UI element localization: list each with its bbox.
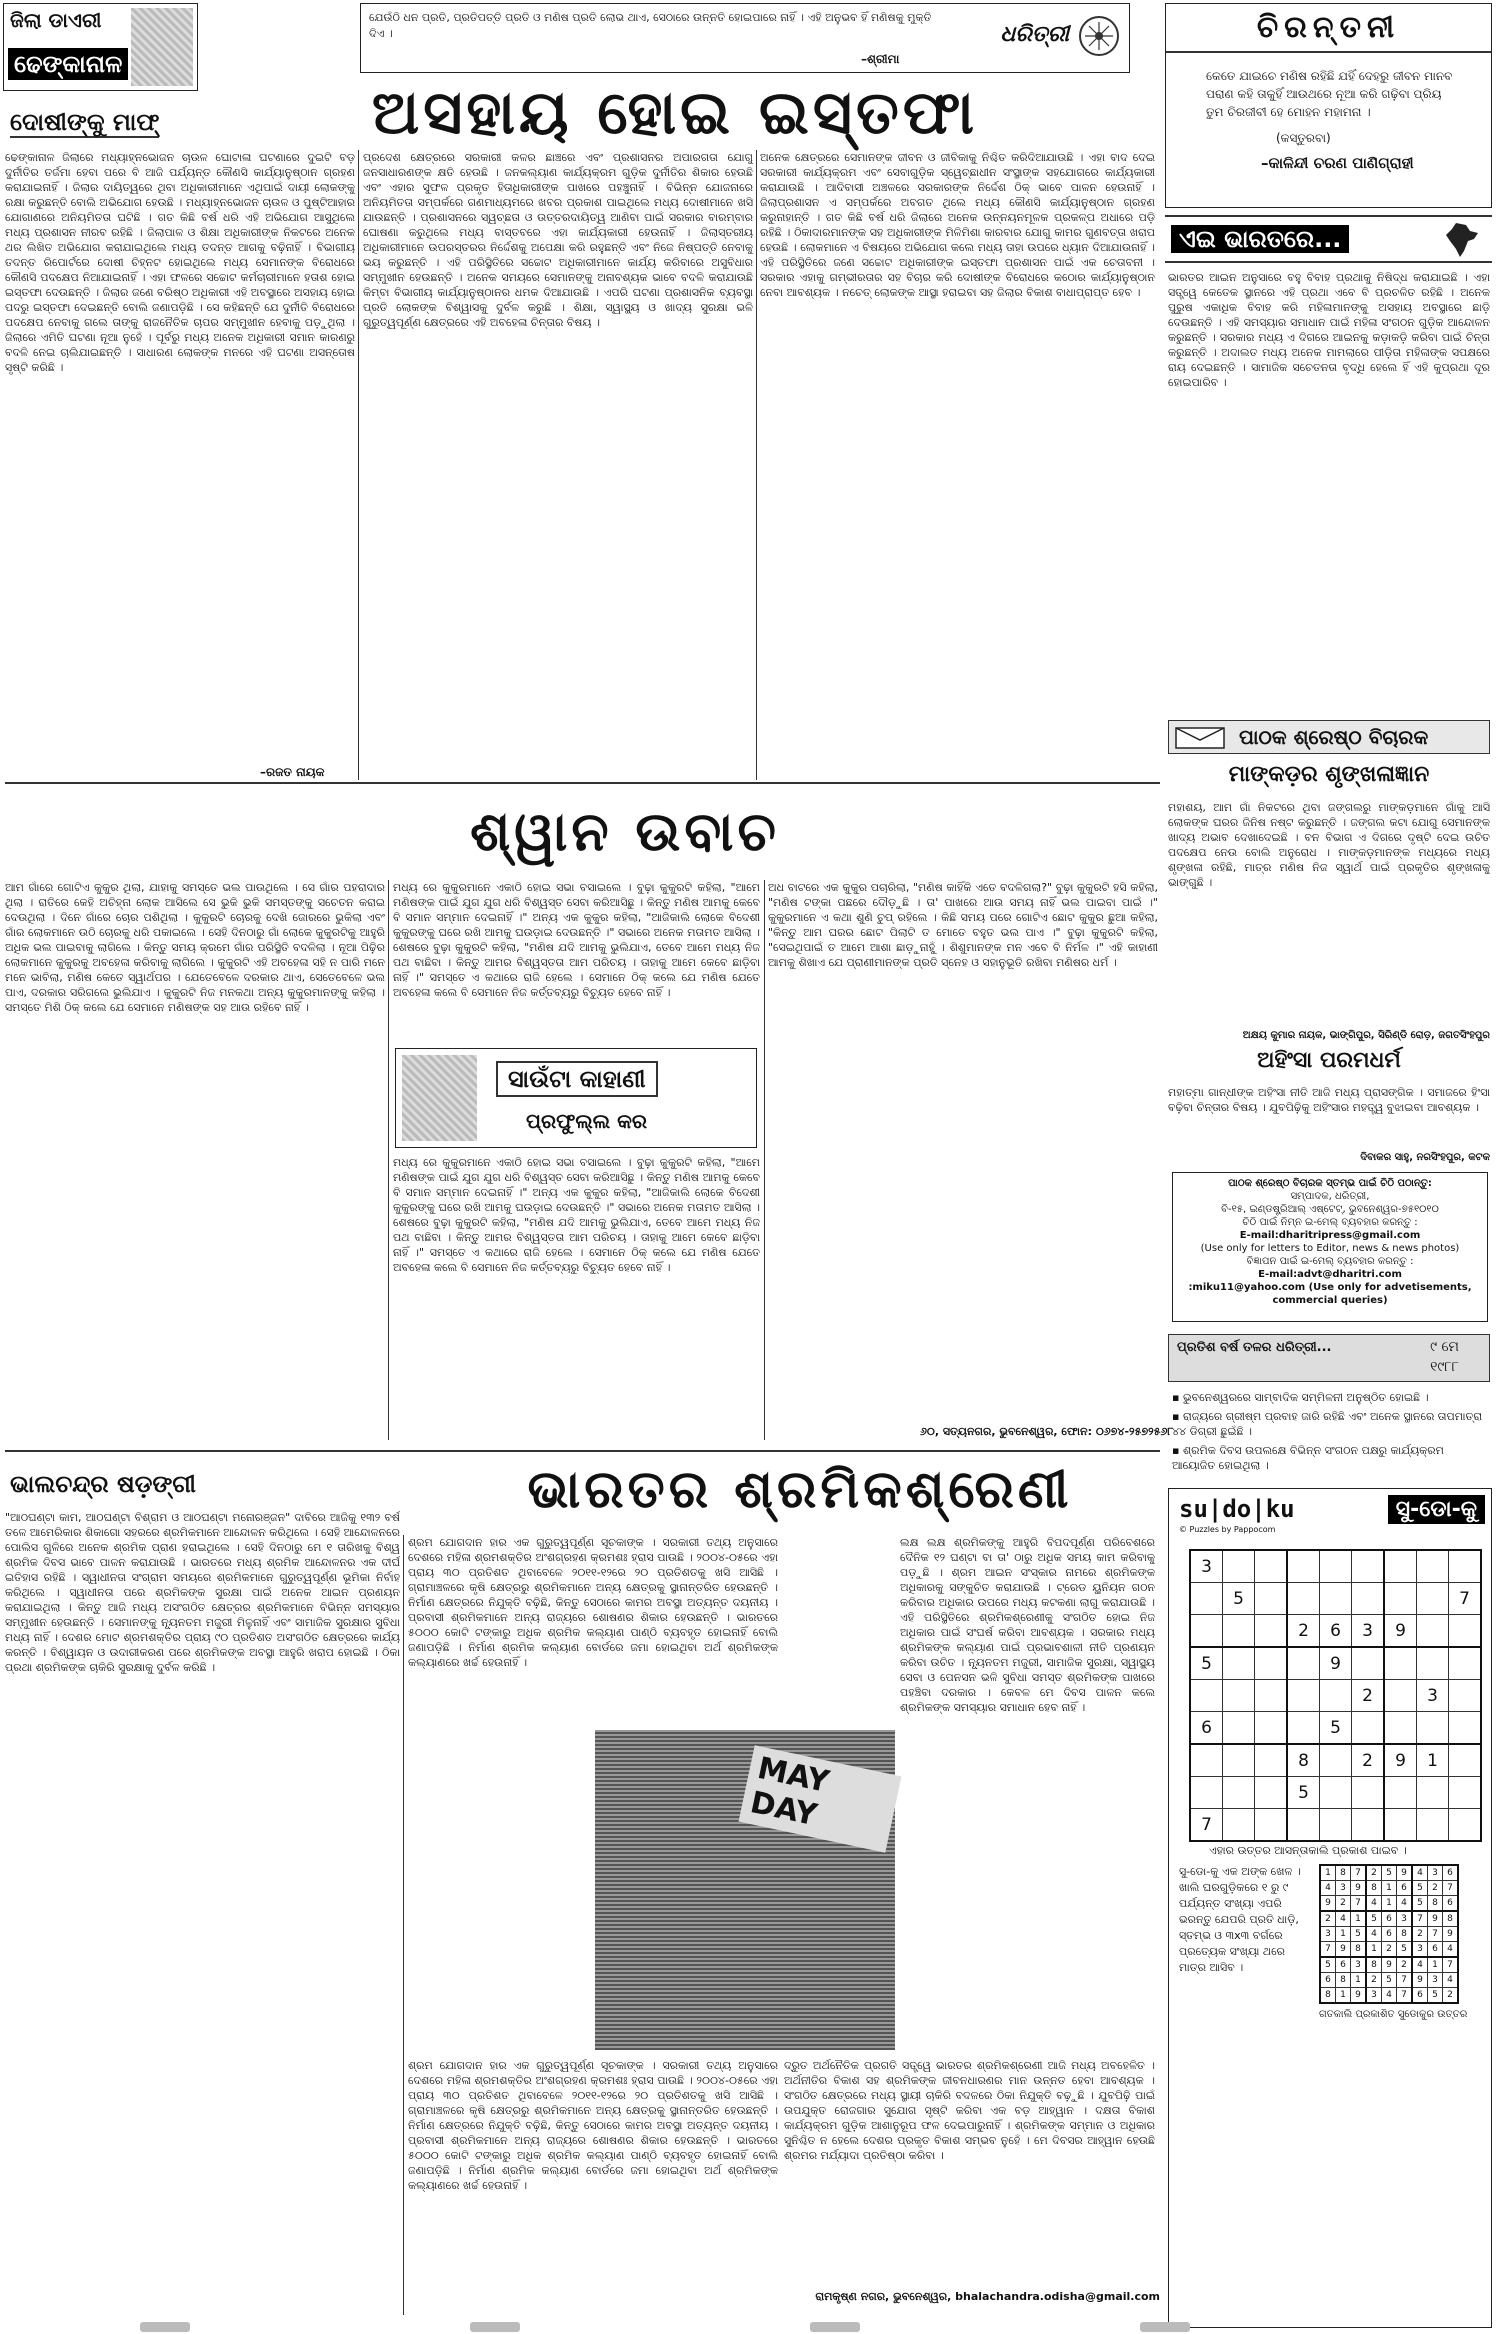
sudoku-cell bbox=[1417, 1647, 1449, 1680]
sudoku-solution-cell: 2 bbox=[1366, 1973, 1382, 1988]
sudoku-solution-cell: 4 bbox=[1320, 1881, 1336, 1896]
sudoku-cell bbox=[1190, 1583, 1223, 1615]
history-item-text: ଭୁବନେଶ୍ୱରରେ ସାମ୍ବାଦିକ ସମ୍ମିଳନୀ ଅନୁଷ୍ଠିତ ହୋଇଛି । bbox=[1182, 1391, 1429, 1404]
divider bbox=[358, 150, 359, 780]
author-photo bbox=[402, 1055, 477, 1141]
history-item-text: ଶ୍ରମିକ ଦିବସ ଉପଲକ୍ଷେ ବିଭିନ୍ନ ସଂଗଠନ ପକ୍ଷରୁ କାର୍ଯ୍ୟକ୍ରମ ଆୟୋଜିତ ହୋଇଥିଲା । bbox=[1172, 1444, 1444, 1472]
sudoku-cell: 1 bbox=[1417, 1744, 1449, 1777]
diary-label: ଜିଲା ଡାଏରୀ bbox=[10, 8, 102, 32]
story2-col1: ଆମ ଗାଁରେ ଗୋଟିଏ କୁକୁର ଥିଲା, ଯାହାକୁ ସମସ୍ତେ ଭଲ ପାଉଥିଲେ । ସେ ଗାଁର ପହରାଦାର ଥିଲା । ରାତିରେ କେହି ଅଚିହ୍ନା ଲୋକ ଆସିଲେ ସେ ଭୁକି ଭୁକି ସମସ୍ତଙ୍କୁ ସଚେତନ କରାଇ ଦେଉଥିଲା । ଦିନେ ଗାଁରେ ଚୋର ପଶିଥିଲା । କୁକୁରଟି ଚୋରକୁ ଦେଖି ଜୋରରେ ଭୁକିଲା ଏବଂ ଗାଁର ଲୋକମାନେ ଉଠି ଚୋରକୁ ଧରି ପକାଇଲେ । ସେହି ଦିନଠାରୁ ଗାଁ ଲୋକେ କୁକୁରଟିକୁ ଆହୁରି ଅଧିକ ଭଲ ପାଇବାକୁ ଲାଗିଲେ । କିନ୍ତୁ ସମୟ କ୍ରମେ ଗାଁର ପରିସ୍ଥିତି ବଦଳିଲା । ନୂଆ ପିଢ଼ିର ଲୋକମାନେ କୁକୁରକୁ ଅବହେଳା କରିବାକୁ ଲାଗିଲେ । କୁକୁରଟି ଏହି ଅବହେଳା ସହି ନ ପାରି ମନେ ମନେ ଭାବିଲା, ମଣିଷ କେତେ ସ୍ୱାର୍ଥପର । ଯେତେବେଳେ ଦରକାର ଥାଏ, ସେତେବେଳେ ଭଲ ପାଏ, ଦରକାର ସରିଗଲେ ଭୁଲିଯାଏ । କୁକୁରଟି ନିଜ ମନକଥା ଅନ୍ୟ କୁକୁରମାନଙ୍କୁ କହିଲା । ସମସ୍ତେ ମିଶି ଠିକ୍ କଲେ ଯେ ସେମାନେ ମଣିଷଙ୍କ ସହ ଆଉ ରହିବେ ନାହିଁ । bbox=[5, 881, 385, 1014]
sudoku-solution-cell: 9 bbox=[1382, 1957, 1397, 1973]
sudoku-solution-cell: 3 bbox=[1336, 1881, 1351, 1896]
sudoku-solution-cell: 7 bbox=[1351, 1896, 1367, 1912]
sudoku-cell bbox=[1384, 1680, 1417, 1712]
address-box bbox=[1172, 1172, 1488, 1322]
sudoku-solution-row bbox=[1320, 1988, 1458, 2004]
may-day-image bbox=[595, 1730, 895, 2050]
address-line1: ସମ୍ପାଦକ, ଧରିତ୍ରୀ, bbox=[1290, 1191, 1370, 1202]
ei-bharatare-title: ଏଇ ଭାରତରେ... bbox=[1171, 225, 1349, 253]
sudoku-solution-cell: 3 bbox=[1397, 1911, 1413, 1927]
district-diary-box bbox=[3, 3, 198, 91]
sudoku-solution-cell: 2 bbox=[1366, 1865, 1382, 1881]
sudoku-solution-cell: 7 bbox=[1428, 1927, 1443, 1942]
sudoku-cell bbox=[1320, 1583, 1352, 1615]
sudoku-solution-cell: 5 bbox=[1397, 1942, 1413, 1958]
sudoku-cell bbox=[1223, 1647, 1255, 1680]
sudoku-cell bbox=[1449, 1550, 1482, 1583]
sudoku-cell: 9 bbox=[1384, 1744, 1417, 1777]
story3-col1: "ଆଠଘଣ୍ଟା କାମ, ଆଠଘଣ୍ଟା ବିଶ୍ରାମ ଓ ଆଠଘଣ୍ଟା ମନୋରଞ୍ଜନ" ଦାବିରେ ଆଜିକୁ ୧୩୨ ବର୍ଷ ତଳେ ଆମେରିକାର ଶିକାଗୋ ସହରରେ ଶ୍ରମିକମାନେ ଆନ୍ଦୋଳନ କରିଥିଲେ । ସେହି ଆନ୍ଦୋଳନରେ ପୋଲିସ ଗୁଳିରେ ଅନେକ ଶ୍ରମିକ ପ୍ରାଣ ହରାଇଥିଲେ । ସେହି ଦିନଠାରୁ ମେ ୧ ତାରିଖକୁ ବିଶ୍ୱ ଶ୍ରମିକ ଦିବସ ଭାବେ ପାଳନ କରାଯାଉଛି । ଭାରତରେ ମଧ୍ୟ ଶ୍ରମିକ ଆନ୍ଦୋଳନର ଏକ ଦୀର୍ଘ ଇତିହାସ ରହିଛି । ସ୍ୱାଧୀନତା ସଂଗ୍ରାମ ସମୟରେ ଶ୍ରମିକମାନେ ଗୁରୁତ୍ୱପୂର୍ଣ୍ଣ ଭୂମିକା ନିର୍ବାହ କରିଥିଲେ । ସ୍ୱାଧୀନତା ପରେ ଶ୍ରମିକଙ୍କ ସୁରକ୍ଷା ପାଇଁ ଅନେକ ଆଇନ ପ୍ରଣୟନ କରାଯାଇଥିଲା । କିନ୍ତୁ ଆଜି ମଧ୍ୟ ଅସଂଗଠିତ କ୍ଷେତ୍ରର ଶ୍ରମିକମାନେ ବିଭିନ୍ନ ସମସ୍ୟାର ସମ୍ମୁଖୀନ ହେଉଛନ୍ତି । ସେମାନଙ୍କୁ ନ୍ୟୂନତମ ମଜୁରୀ ମିଳୁନାହିଁ ଏବଂ ସାମାଜିକ ସୁରକ୍ଷାର ସୁବିଧା ମଧ୍ୟ ନାହିଁ । ଦେଶର ମୋଟ ଶ୍ରମଶକ୍ତିର ପ୍ରାୟ ୯୦ ପ୍ରତିଶତ ଅସଂଗଠିତ କ୍ଷେତ୍ରରେ କାର୍ଯ୍ୟ କରନ୍ତି । ବିଶ୍ୱାୟନ ଓ ଉଦାରୀକରଣ ପରେ ଶ୍ରମିକଙ୍କ ଅବସ୍ଥା ଆହୁରି ଖରାପ ହୋଇଛି । ଠିକା ପ୍ରଥା ଶ୍ରମିକଙ୍କ ଚାକିରି ସୁରକ୍ଷାକୁ ଦୁର୍ବଳ କରିଛି । bbox=[5, 1511, 400, 1674]
sudoku-solution-cell: 6 bbox=[1397, 1881, 1413, 1896]
history-date-year: ୧୯୮୮ bbox=[1430, 1359, 1459, 1375]
sudoku-solution-cell: 1 bbox=[1351, 1911, 1367, 1927]
history-header bbox=[1168, 1334, 1490, 1382]
sudoku-solution-cell: 6 bbox=[1382, 1911, 1397, 1927]
sudoku-cell: 7 bbox=[1449, 1583, 1482, 1615]
sudoku-solution-cell: 7 bbox=[1351, 1865, 1367, 1881]
sudoku-solution-cell: 8 bbox=[1428, 1896, 1443, 1912]
sudoku-solution-cell: 2 bbox=[1412, 1927, 1428, 1942]
sudoku-cell: 2 bbox=[1287, 1615, 1320, 1648]
sudoku-row bbox=[1190, 1583, 1481, 1615]
letter1-text: ମହାଶୟ, ଆମ ଗାଁ ନିକଟରେ ଥିବା ଜଙ୍ଗଲରୁ ମାଙ୍କଡ଼ମାନେ ଗାଁକୁ ଆସି ଲୋକଙ୍କ ଘରର ଜିନିଷ ନଷ୍ଟ କରୁଛନ୍ତି । ଜଙ୍ଗଲ କଟା ଯୋଗୁ ସେମାନଙ୍କ ଖାଦ୍ୟ ଅଭାବ ଦେଖାଦେଇଛି । ବନ ବିଭାଗ ଏ ଦିଗରେ ଦୃଷ୍ଟି ଦେଇ ଉଚିତ ପଦକ୍ଷେପ ନେଉ ବୋଲି ଅନୁରୋଧ । ମାଙ୍କଡ଼ମାନଙ୍କ ମଧ୍ୟରେ ମଧ୍ୟ ଶୃଙ୍ଖଳା ରହିଛି, ମାତ୍ର ମଣିଷ ନିଜ ସ୍ୱାର୍ଥ ପାଇଁ ପ୍ରକୃତିର ଶୃଙ୍ଖଳାକୁ ଭାଙ୍ଗୁଛି । bbox=[1168, 801, 1490, 889]
chakra-icon bbox=[1079, 16, 1119, 56]
sudoku-cell bbox=[1384, 1583, 1417, 1615]
envelope-icon bbox=[1175, 727, 1225, 753]
sudoku-title: ସୁ-ଡୋ-କୁ bbox=[1388, 1495, 1485, 1524]
sudoku-row bbox=[1190, 1680, 1481, 1712]
sudoku-cell: 9 bbox=[1384, 1615, 1417, 1648]
sudoku-solution-cell: 9 bbox=[1397, 1865, 1413, 1881]
email-editor-note: (Use only for letters to Editor, news & news photos) bbox=[1200, 1243, 1460, 1254]
sudoku-solution-cell: 5 bbox=[1412, 1896, 1428, 1912]
sudoku-solution-row bbox=[1320, 1896, 1458, 1912]
sudoku-grid bbox=[1189, 1549, 1482, 1842]
divider bbox=[403, 1535, 404, 2315]
sudoku-solution-cell: 7 bbox=[1320, 1942, 1336, 1958]
story3-signoff: ରାମକୃଷ୍ଣ ନଗର, ଭୁବନେଶ୍ୱର, bhalachandra.odisha@gmail.com bbox=[815, 2290, 1160, 2303]
divider bbox=[764, 880, 765, 1440]
sudoku-solution-cell: 9 bbox=[1351, 1988, 1367, 2004]
address-line3: ଚିଠି ପାଇଁ ନିମ୍ନ ଇ-ମେଲ୍ ବ୍ୟବହାର କରନ୍ତୁ : bbox=[1242, 1217, 1418, 1228]
sudoku-solution-cell: 4 bbox=[1366, 1896, 1382, 1912]
story1-col2: ପ୍ରଦେଶ କ୍ଷେତ୍ରରେ ସରକାରୀ କଳର ଛାଞ୍ଚରେ ଏବଂ ପ୍ରଶାସନର ଅପାରଗତା ଯୋଗୁ ଜନସାଧାରଣଙ୍କ କ୍ଷତି ହେଉଛି । ଜନକଲ୍ୟାଣ କାର୍ଯ୍ୟକ୍ରମ ଗୁଡ଼ିକ ଦୁର୍ନୀତିର ଶିକାର ହେଉଛି ଏବଂ ଏହାର ସୁଫଳ ପ୍ରକୃତ ହିତାଧିକାରୀଙ୍କ ପାଖରେ ପହଞ୍ଚୁନାହିଁ । ବିଭିନ୍ନ ଯୋଜନାରେ ଅନିୟମିତତା ସମ୍ପର୍କରେ ଗଣମାଧ୍ୟମରେ ଖବର ପ୍ରକାଶ ପାଇଥିଲେ ମଧ୍ୟ ଦୋଷୀମାନେ ଖସି ଯାଉଛନ୍ତି । ପ୍ରଶାସନରେ ସ୍ୱଚ୍ଛତା ଓ ଉତ୍ତରଦାୟିତ୍ୱ ଆଣିବା ପାଇଁ ସରକାର ବାରମ୍ବାର ଘୋଷଣା କରୁଥିଲେ ମଧ୍ୟ ବାସ୍ତବରେ ଏହା କାର୍ଯ୍ୟକାରୀ ହେଉନାହିଁ । ଜିଲାସ୍ତରୀୟ ଅଧିକାରୀମାନେ ଉପରସ୍ତରର ନିର୍ଦ୍ଦେଶକୁ ଅପେକ୍ଷା କରି ରହୁଛନ୍ତି ଏବଂ ନିଜେ ନିଷ୍ପତ୍ତି ନେବାକୁ ଭୟ କରୁଛନ୍ତି । ଏହି ପରିସ୍ଥିତିରେ ସଚ୍ଚୋଟ ଅଧିକାରୀମାନେ କାର୍ଯ୍ୟ କରିବାରେ ଅସୁବିଧାର ସମ୍ମୁଖୀନ ହେଉଛନ୍ତି । ଅନେକ ସମୟରେ ସେମାନଙ୍କୁ ଅନାବଶ୍ୟକ ଭାବେ ବଦଳି କରାଯାଉଛି କିମ୍ବା ବିଭାଗୀୟ କାର୍ଯ୍ୟାନୁଷ୍ଠାନର ଧମକ ଦିଆଯାଉଛି । ଏପରି ଘଟଣା ପ୍ରଶାସନିକ ବ୍ୟବସ୍ଥା ପ୍ରତି ଲୋକଙ୍କ ବିଶ୍ୱାସକୁ ଦୁର୍ବଳ କରୁଛି । ଶିକ୍ଷା, ସ୍ୱାସ୍ଥ୍ୟ ଓ ଖାଦ୍ୟ ସୁରକ୍ଷା ଭଳି ଗୁରୁତ୍ୱପୂର୍ଣ୍ଣ କ୍ଷେତ୍ରରେ ଏହି ଅବହେଳା ଚିନ୍ତାର ବିଷୟ । bbox=[363, 151, 753, 329]
sudoku-solution-cell: 2 bbox=[1336, 1896, 1351, 1912]
email-editor[interactable]: E-mail:dharitripress@gmail.com bbox=[1239, 1230, 1421, 1241]
sudoku-solution-cell: 8 bbox=[1366, 1957, 1382, 1973]
sudoku-cell: 9 bbox=[1320, 1647, 1352, 1680]
district-name: ଢେଙ୍କାନାଳ bbox=[8, 48, 128, 80]
sudoku-row bbox=[1190, 1712, 1481, 1745]
sudoku-solution-cell: 8 bbox=[1366, 1881, 1382, 1896]
sudoku-cell bbox=[1384, 1777, 1417, 1809]
divider bbox=[756, 150, 757, 780]
story1-kicker: ଦୋଷୀଙ୍କୁ ମାଫ୍ bbox=[10, 108, 160, 136]
sudoku-solution-cell: 1 bbox=[1382, 1881, 1397, 1896]
sudoku-solution-cell: 5 bbox=[1320, 1957, 1336, 1973]
email-advt[interactable]: E-mail:advt@dharitri.com bbox=[1258, 1269, 1402, 1280]
divider bbox=[5, 782, 1160, 784]
sudoku-cell bbox=[1320, 1809, 1352, 1842]
sudoku-solution-cell: 9 bbox=[1351, 1881, 1367, 1896]
sudoku-solution-cell: 1 bbox=[1336, 1988, 1351, 2004]
sudoku-cell bbox=[1449, 1712, 1482, 1745]
sudoku-cell bbox=[1223, 1809, 1255, 1842]
sudoku-cell bbox=[1449, 1777, 1482, 1809]
sudoku-cell: 3 bbox=[1352, 1615, 1385, 1648]
sudoku-solution-cell: 8 bbox=[1336, 1865, 1351, 1881]
history-item-text: ରାଜ୍ୟରେ ଗ୍ରୀଷ୍ମ ପ୍ରବାହ ଜାରି ରହିଛି ଏବଂ ଅନେକ ସ୍ଥାନରେ ତାପମାତ୍ରା ୪୪ ଡିଗ୍ରୀ ଛୁଇଁଛି । bbox=[1172, 1410, 1483, 1438]
sudoku-solution-cell: 3 bbox=[1428, 1865, 1443, 1881]
sudoku-solution-cell: 1 bbox=[1366, 1942, 1382, 1958]
sudoku-cell bbox=[1255, 1777, 1288, 1809]
sudoku-cell bbox=[1417, 1777, 1449, 1809]
sudoku-solution-cell: 7 bbox=[1443, 1957, 1459, 1973]
story2-col2: ମଧ୍ୟ ରେ କୁକୁରମାନେ ଏକାଠି ହୋଇ ସଭା ବସାଇଲେ । ବୁଢ଼ା କୁକୁରଟି କହିଲା, "ଆମେ ମଣିଷଙ୍କ ପାଇଁ ଯୁଗ ଯୁଗ ଧରି ବିଶ୍ୱସ୍ତ ସେବା କରିଆସିଛୁ । କିନ୍ତୁ ମଣିଷ ଆମକୁ କେବେ ବି ସମାନ ସମ୍ମାନ ଦେଇନାହିଁ ।" ଅନ୍ୟ ଏକ କୁକୁର କହିଲା, "ଆଜିକାଲି ଲୋକେ ବିଦେଶୀ କୁକୁରଙ୍କୁ ଘରେ ରଖି ଆମକୁ ଘଉଡ଼ାଇ ଦେଉଛନ୍ତି ।" ସଭାରେ ଅନେକ ମତାମତ ଆସିଲା । ଶେଷରେ ବୁଢ଼ା କୁକୁରଟି କହିଲା, "ମଣିଷ ଯଦି ଆମକୁ ଭୁଲିଯାଏ, ତେବେ ଆମେ ମଧ୍ୟ ନିଜ ପଥ ବାଛିବା । କିନ୍ତୁ ଆମର ବିଶ୍ୱସ୍ତତା ଆମ ପରିଚୟ । ତାହାକୁ ଆମେ କେବେ ଛାଡ଼ିବା ନାହିଁ ।" ସମସ୍ତେ ଏ କଥାରେ ରାଜି ହେଲେ । ସେମାନେ ଠିକ୍ କଲେ ଯେ ମଣିଷ ଯେତେ ଅବହେଳା କଲେ ବି ସେମାନେ ନିଜ କର୍ତ୍ତବ୍ୟରୁ ବିଚ୍ୟୁତ ହେବେ ନାହିଁ । bbox=[393, 881, 760, 999]
email-advt-alt[interactable]: :miku11@yahoo.com (Use only for advetisements, commercial queries) bbox=[1188, 1282, 1472, 1306]
sudoku-row bbox=[1190, 1615, 1481, 1648]
sudoku-cell bbox=[1255, 1680, 1288, 1712]
ei-bharatare-text: ଭାରତର ଆଇନ ଅନୁସାରେ ବହୁ ବିବାହ ପ୍ରଥାକୁ ନିଷିଦ୍ଧ କରାଯାଇଛି । ଏହା ସତ୍ତ୍ୱେ କେତେକ ସ୍ଥାନରେ ଏହି ପ୍ରଥା ଏବେ ବି ପ୍ରଚଳିତ ରହିଛି । ଅନେକ ପୁରୁଷ ଏକାଧିକ ବିବାହ କରି ମହିଳାମାନଙ୍କୁ ଅସହାୟ ଅବସ୍ଥାରେ ଛାଡ଼ି ଦେଉଛନ୍ତି । ଏହି ସମସ୍ୟାର ସମାଧାନ ପାଇଁ ମହିଳା ସଂଗଠନ ଗୁଡ଼ିକ ଆନ୍ଦୋଳନ କରୁଛନ୍ତି । ସରକାର ମଧ୍ୟ ଏ ଦିଗରେ ଆଇନକୁ କଡ଼ାକଡ଼ି କରିବା ପାଇଁ ଚିନ୍ତା କରୁଛନ୍ତି । ଅଦାଲତ ମଧ୍ୟ ଅନେକ ମାମଲାରେ ପୀଡ଼ିତା ମହିଳାଙ୍କ ସପକ୍ଷରେ ରାୟ ଦେଇଛନ୍ତି । ସାମାଜିକ ସଚେତନତା ବୃଦ୍ଧି ହେଲେ ହିଁ ଏହି କୁପ୍ରଥା ଦୂର ହୋଇପାରିବ । bbox=[1168, 271, 1490, 389]
sudoku-cell bbox=[1255, 1550, 1288, 1583]
sudoku-solution-cell: 4 bbox=[1443, 1942, 1459, 1958]
quote-author: –ଶ୍ରୀମା bbox=[861, 52, 900, 66]
sudoku-cell bbox=[1255, 1712, 1288, 1745]
sudoku-cell bbox=[1352, 1809, 1385, 1842]
sudoku-solution-cell: 9 bbox=[1443, 1927, 1459, 1942]
sudoku-cell bbox=[1449, 1744, 1482, 1777]
sudoku-cell: 2 bbox=[1352, 1680, 1385, 1712]
sudoku-cell bbox=[1223, 1744, 1255, 1777]
sudoku-cell bbox=[1417, 1615, 1449, 1648]
sudoku-solution-cell: 3 bbox=[1320, 1927, 1336, 1942]
history-list bbox=[1172, 1390, 1488, 1473]
sudoku-cell bbox=[1255, 1647, 1288, 1680]
column-author: ପ୍ରଫୁଲ୍ଲ କର bbox=[526, 1109, 648, 1133]
sudoku-cell bbox=[1417, 1550, 1449, 1583]
sudoku-solution-cell: 9 bbox=[1412, 1973, 1428, 1988]
sudoku-solution-cell: 6 bbox=[1412, 1988, 1428, 2004]
sudoku-cell bbox=[1190, 1744, 1223, 1777]
sudoku-solution-cell: 8 bbox=[1397, 1927, 1413, 1942]
sudoku-solution-cell: 4 bbox=[1412, 1865, 1428, 1881]
sudoku-cell: 5 bbox=[1190, 1647, 1223, 1680]
history-item: ▪ ରାଜ୍ୟରେ ଗ୍ରୀଷ୍ମ ପ୍ରବାହ ଜାରି ରହିଛି ଏବଂ ଅନେକ ସ୍ଥାନରେ ତାପମାତ୍ରା ୪୪ ଡିଗ୍ରୀ ଛୁଇଁଛି । bbox=[1172, 1410, 1483, 1438]
sudoku-row bbox=[1190, 1809, 1481, 1842]
sudoku-cell bbox=[1352, 1712, 1385, 1745]
sudoku-solution-cell: 3 bbox=[1366, 1988, 1382, 2004]
sudoku-cell bbox=[1384, 1809, 1417, 1842]
sudoku-solution-cell: 6 bbox=[1382, 1927, 1397, 1942]
address-line2: ବି-୧୫, ଇଣ୍ଡଷ୍ଟ୍ରିଆଲ୍ ଏଷ୍ଟେଟ୍, ଭୁବନେଶ୍ୱର-୭୫୧୦୧୦ bbox=[1221, 1204, 1439, 1215]
divider bbox=[388, 880, 389, 1440]
story1-headline: ଅସହାୟ ହୋଇ ଇସ୍ତଫା bbox=[371, 78, 979, 148]
sudoku-cell bbox=[1352, 1550, 1385, 1583]
chirantani-source: (କସ୍ତୁରବା) bbox=[1276, 131, 1331, 145]
sudoku-cell bbox=[1287, 1647, 1320, 1680]
sudoku-cell bbox=[1449, 1615, 1482, 1648]
sudoku-cell bbox=[1190, 1615, 1223, 1648]
letter1-title: ମାଙ୍କଡ଼ର ଶୃଙ୍ଖଳାଜ୍ଞାନ bbox=[1228, 762, 1430, 787]
story1-byline: –ରଜତ ନାୟକ bbox=[260, 765, 325, 779]
sudoku-howto: ସୁ-ଡୋ-କୁ ଏକ ଅଙ୍କ ଖେଳ । ଖାଲି ଘରଗୁଡ଼ିକରେ ୧ ରୁ ୯ ପର୍ଯ୍ୟନ୍ତ ସଂଖ୍ୟା ଏପରି ଭରନ୍ତୁ ଯେପରି ପ୍ରତି ଧାଡ଼ି, ସ୍ତମ୍ଭ ଓ ୩x୩ ବର୍ଗରେ ପ୍ରତ୍ୟେକ ସଂଖ୍ୟା ଥରେ ମାତ୍ର ଆସିବ । bbox=[1179, 1865, 1301, 1974]
sudoku-solution-cell: 8 bbox=[1336, 1973, 1351, 1988]
sudoku-cell: 5 bbox=[1223, 1583, 1255, 1615]
story2-col2b: ମଧ୍ୟ ରେ କୁକୁରମାନେ ଏକାଠି ହୋଇ ସଭା ବସାଇଲେ । ବୁଢ଼ା କୁକୁରଟି କହିଲା, "ଆମେ ମଣିଷଙ୍କ ପାଇଁ ଯୁଗ ଯୁଗ ଧରି ବିଶ୍ୱସ୍ତ ସେବା କରିଆସିଛୁ । କିନ୍ତୁ ମଣିଷ ଆମକୁ କେବେ ବି ସମାନ ସମ୍ମାନ ଦେଇନାହିଁ ।" ଅନ୍ୟ ଏକ କୁକୁର କହିଲା, "ଆଜିକାଲି ଲୋକେ ବିଦେଶୀ କୁକୁରଙ୍କୁ ଘରେ ରଖି ଆମକୁ ଘଉଡ଼ାଇ ଦେଉଛନ୍ତି ।" ସଭାରେ ଅନେକ ମତାମତ ଆସିଲା । ଶେଷରେ ବୁଢ଼ା କୁକୁରଟି କହିଲା, "ମଣିଷ ଯଦି ଆମକୁ ଭୁଲିଯାଏ, ତେବେ ଆମେ ମଧ୍ୟ ନିଜ ପଥ ବାଛିବା । କିନ୍ତୁ ଆମର ବିଶ୍ୱସ୍ତତା ଆମ ପରିଚୟ । ତାହାକୁ ଆମେ କେବେ ଛାଡ଼ିବା ନାହିଁ ।" ସମସ୍ତେ ଏ କଥାରେ ରାଜି ହେଲେ । ସେମାନେ ଠିକ୍ କଲେ ଯେ ମଣିଷ ଯେତେ ଅବହେଳା କଲେ ବି ସେମାନେ ନିଜ କର୍ତ୍ତବ୍ୟରୁ ବିଚ୍ୟୁତ ହେବେ ନାହିଁ । bbox=[393, 1156, 760, 1274]
sudoku-solution-cell: 7 bbox=[1412, 1911, 1428, 1927]
sudoku-cell bbox=[1255, 1744, 1288, 1777]
chirantani-poem: କେତେ ଯାଇଚେ ମଣିଷ ରହିଛି ଯହିଁ ଦେହରୁ ଜୀବନ ମାନବ ପରାଣ କହି ତାକୁହିଁ ଆଉଥରେ ନୂଆ କରି ଗଢ଼ିବା ପ୍ରିୟ ତୁମ ଚିରଜୀବୀ ହେ ମୋହନ ମହାମନା । bbox=[1206, 69, 1453, 119]
sudoku-cell bbox=[1223, 1550, 1255, 1583]
address-heading: ପାଠକ ଶ୍ରେଷ୍ଠ ବିଚାରକ ସ୍ତମ୍ଭ ପାଇଁ ଚିଠି ପଠାନ୍ତୁ: bbox=[1228, 1178, 1432, 1189]
sudoku-row bbox=[1190, 1777, 1481, 1809]
sudoku-cell bbox=[1417, 1809, 1449, 1842]
column-byline-box bbox=[395, 1048, 757, 1148]
story2-headline: ଶ୍ୱାନ ଉବାଚ bbox=[470, 800, 780, 863]
sudoku-solution-cell: 8 bbox=[1320, 1988, 1336, 2004]
reader-banner-label: ପାଠକ ଶ୍ରେଷ୍ଠ ବିଚାରକ bbox=[1239, 725, 1429, 749]
sudoku-cell bbox=[1255, 1583, 1288, 1615]
sudoku-solution-cell: 5 bbox=[1366, 1911, 1382, 1927]
story2-col3: ଅଧ ବାଟରେ ଏକ କୁକୁର ପଚାରିଲା, "ମଣିଷ କାହିଁକି ଏତେ ବଦଳିଗଲା?" ବୁଢ଼ା କୁକୁରଟି ହସି କହିଲା, "ମଣିଷ ଟଙ୍କା ପଛରେ ଦୌଡ଼ୁଛି । ତା' ପାଖରେ ଆଉ ସମୟ ନାହିଁ ଭଲ ପାଇବା ପାଇଁ ।" କୁକୁରମାନେ ଏ କଥା ଶୁଣି ଚୁପ୍ ରହିଲେ । କିଛି ସମୟ ପରେ ଗୋଟିଏ ଛୋଟ କୁକୁର ଛୁଆ କହିଲା, "କିନ୍ତୁ ଆମ ଘରର ଛୋଟ ପିଲାଟି ତ ମୋତେ ବହୁତ ଭଲ ପାଏ ।" ବୁଢ଼ା କୁକୁରଟି କହିଲା, "ସେଇଥିପାଇଁ ତ ଆମେ ଆଶା ଛାଡ଼ୁନାହୁଁ । ଶିଶୁମାନଙ୍କ ମନ ଏବେ ବି ନିର୍ମଳ ।" ଏହି କାହାଣୀ ଆମକୁ ଶିଖାଏ ଯେ ପ୍ରାଣୀମାନଙ୍କ ପ୍ରତି ସ୍ନେହ ଓ ସହାନୁଭୂତି ରଖିବା ମଣିଷର ଧର୍ମ । bbox=[768, 881, 1158, 969]
scrollbar-thumb[interactable] bbox=[810, 2322, 860, 2332]
sudoku-solution-cell: 9 bbox=[1320, 1896, 1336, 1912]
sudoku-solution-row bbox=[1320, 1957, 1458, 1973]
sudoku-cell bbox=[1223, 1777, 1255, 1809]
sudoku-cell bbox=[1287, 1550, 1320, 1583]
history-item: ▪ ଶ୍ରମିକ ଦିବସ ଉପଲକ୍ଷେ ବିଭିନ୍ନ ସଂଗଠନ ପକ୍ଷରୁ କାର୍ଯ୍ୟକ୍ରମ ଆୟୋଜିତ ହୋଇଥିଲା । bbox=[1172, 1444, 1444, 1472]
sudoku-cell: 3 bbox=[1190, 1550, 1223, 1583]
sudoku-cell bbox=[1352, 1647, 1385, 1680]
brand-logo: ଧରିତ୍ରୀ bbox=[1000, 22, 1069, 47]
sudoku-solution-row bbox=[1320, 1942, 1458, 1958]
sudoku-cell bbox=[1352, 1583, 1385, 1615]
scrollbar-thumb[interactable] bbox=[140, 2322, 190, 2332]
letter1-author: ଅକ୍ଷୟ କୁମାର ନାୟକ, ଭାଙ୍ଗିପୁର, ସିରିଣ୍ଡି ରୋଡ଼, ଜଗତସିଂହପୁର bbox=[1242, 1030, 1490, 1041]
sudoku-cell bbox=[1449, 1680, 1482, 1712]
sudoku-solution-cell: 8 bbox=[1351, 1942, 1367, 1958]
sudoku-solution-label: ଗତକାଲି ପ୍ରକାଶିତ ସୁଡୋକୁର ଉତ୍ତର bbox=[1319, 2009, 1468, 2020]
sudoku-cell bbox=[1255, 1809, 1288, 1842]
sudoku-solution-cell: 5 bbox=[1382, 1865, 1397, 1881]
sudoku-cell bbox=[1287, 1680, 1320, 1712]
sudoku-cell bbox=[1287, 1583, 1320, 1615]
sudoku-cell: 3 bbox=[1417, 1680, 1449, 1712]
sudoku-answer-note: ଏହାର ଉତ୍ତର ଆସନ୍ତାକାଲି ପ୍ରକାଶ ପାଇବ । bbox=[1209, 1844, 1407, 1857]
sudoku-solution-cell: 4 bbox=[1443, 1973, 1459, 1988]
sudoku-solution-cell: 3 bbox=[1428, 1973, 1443, 1988]
sudoku-solution-cell: 2 bbox=[1428, 1881, 1443, 1896]
sudoku-cell: 6 bbox=[1320, 1615, 1352, 1648]
sudoku-row bbox=[1190, 1744, 1481, 1777]
story3-headline: ଭାରତର ଶ୍ରମିକଶ୍ରେଣୀ bbox=[527, 1460, 1073, 1520]
sudoku-solution-cell: 4 bbox=[1397, 1896, 1413, 1912]
sudoku-box bbox=[1168, 1488, 1492, 2328]
sudoku-cell bbox=[1223, 1712, 1255, 1745]
sudoku-cell bbox=[1449, 1647, 1482, 1680]
story1-col3: ଅନେକ କ୍ଷେତ୍ରରେ ସେମାନଙ୍କ ଜୀବନ ଓ ଜୀବିକାକୁ ନିଶ୍ଚିତ କରିଦିଆଯାଉଛି । ଏହା ବାଦ ଦେଇ ସରକାରୀ କାର୍ଯ୍ୟକ୍ରମ ଏବଂ ସେବାଗୁଡ଼ିକ ସ୍ୱେଚ୍ଛାଧୀନ ସଂସ୍ଥାଙ୍କ ସହଯୋଗରେ କାର୍ଯ୍ୟକାରୀ କରାଯାଉଛି । ଆଦିବାସୀ ଅଞ୍ଚଳରେ ସରକାରଙ୍କ ନିର୍ଦ୍ଦେଶ ଠିକ୍ ଭାବେ ପାଳନ ହେଉନାହିଁ । ଜିଲାପ୍ରଶାସନ ଏ ସମ୍ପର୍କରେ ଅବଗତ ଥିଲେ ମଧ୍ୟ କୌଣସି କାର୍ଯ୍ୟାନୁଷ୍ଠାନ ଗ୍ରହଣ କରୁନାହାନ୍ତି । ଗତ କିଛି ବର୍ଷ ଧରି ଜିଲାରେ ଅନେକ ଉନ୍ନୟନମୂଳକ ପ୍ରକଳ୍ପ ଅଧାରେ ପଡ଼ି ରହିଛି । ଠିକାଦାରମାନଙ୍କ ସହ ଅଧିକାରୀଙ୍କ ମିଳିମିଶା କାରବାର ଯୋଗୁ କାମର ଗୁଣବତ୍ତା ଖରାପ ହେଉଛି । ଲୋକମାନେ ଏ ବିଷୟରେ ଅଭିଯୋଗ କଲେ ମଧ୍ୟ ତାହା ଉପରେ ଧ୍ୟାନ ଦିଆଯାଉନାହିଁ । ଏହି ପରିସ୍ଥିତିରେ ଜଣେ ସଚ୍ଚୋଟ ଅଧିକାରୀଙ୍କ ଇସ୍ତଫା ପ୍ରଶାସନ ପାଇଁ ଏକ ଚେତାବନୀ । ସରକାର ଏହାକୁ ଗମ୍ଭୀରତାର ସହ ବିଚାର କରି ଦୋଷୀଙ୍କ ବିରୋଧରେ କଠୋର କାର୍ଯ୍ୟାନୁଷ୍ଠାନ ନେବା ଆବଶ୍ୟକ । ନଚେତ୍ ଲୋକଙ୍କ ଆସ୍ଥା ହରାଇବା ସହ ଜିଲାର ବିକାଶ ବାଧାପ୍ରାପ୍ତ ହେବ । bbox=[760, 151, 1155, 299]
sudoku-solution-cell: 6 bbox=[1336, 1957, 1351, 1973]
sudoku-solution-cell: 4 bbox=[1382, 1988, 1397, 2004]
sudoku-solution-cell: 5 bbox=[1428, 1988, 1443, 2004]
sudoku-solution-cell: 1 bbox=[1320, 1865, 1336, 1881]
letter2-author: ଦିବାକର ସାହୁ, ନରସିଂହପୁର, କଟକ bbox=[1360, 1152, 1490, 1163]
sudoku-solution-cell: 7 bbox=[1397, 1988, 1413, 2004]
sudoku-cell: 8 bbox=[1287, 1744, 1320, 1777]
sudoku-solution-row bbox=[1320, 1881, 1458, 1896]
may-day-flag-text: MAY DAY bbox=[739, 1745, 902, 1852]
address-line4: ବିଜ୍ଞାପନ ପାଇଁ ଇ-ମେଲ୍ ବ୍ୟବହାର କରନ୍ତୁ : bbox=[1246, 1256, 1414, 1267]
letter2-title: ଅହିଂସା ପରମଧର୍ମ bbox=[1257, 1048, 1401, 1073]
chirantani-box bbox=[1165, 3, 1492, 208]
sudoku-cell: 5 bbox=[1287, 1777, 1320, 1809]
sudoku-cell bbox=[1190, 1777, 1223, 1809]
sudoku-solution-cell: 5 bbox=[1382, 1973, 1397, 1988]
sudoku-solution-cell: 9 bbox=[1336, 1942, 1351, 1958]
sudoku-cell bbox=[1190, 1680, 1223, 1712]
story3-col3: ଲକ୍ଷ ଲକ୍ଷ ଶ୍ରମିକଙ୍କୁ ଆହୁରି ବିପଦପୂର୍ଣ୍ଣ ପରିବେଶରେ ଦୈନିକ ୧୨ ଘଣ୍ଟା ବା ତା' ଠାରୁ ଅଧିକ ସମୟ କାମ କରିବାକୁ ପଡ଼ୁଛି । ଶ୍ରମ ଆଇନ ସଂସ୍କାର ନାମରେ ଶ୍ରମିକଙ୍କ ଅଧିକାରକୁ ସଙ୍କୁଚିତ କରାଯାଉଛି । ଟ୍ରେଡ ୟୁନିୟନ ଗଠନ କରିବାର ଅଧିକାର ଉପରେ ମଧ୍ୟ କଟକଣା ଲାଗୁ କରାଯାଉଛି । ଏହି ପରିସ୍ଥିତିରେ ଶ୍ରମିକଶ୍ରେଣୀକୁ ସଂଗଠିତ ହୋଇ ନିଜ ଅଧିକାର ପାଇଁ ସଂଘର୍ଷ କରିବା ଆବଶ୍ୟକ । ସରକାର ମଧ୍ୟ ଶ୍ରମିକଙ୍କ କଲ୍ୟାଣ ପାଇଁ ପ୍ରଭାବଶାଳୀ ନୀତି ପ୍ରଣୟନ କରିବା ଉଚିତ । ନ୍ୟୂନତମ ମଜୁରୀ, ସାମାଜିକ ସୁରକ୍ଷା, ସ୍ୱାସ୍ଥ୍ୟ ସେବା ଓ ପେନସନ ଭଳି ସୁବିଧା ସମସ୍ତ ଶ୍ରମିକଙ୍କ ପାଖରେ ପହଞ୍ଚିବା ଦରକାର । କେବଳ ମେ ଦିବସ ପାଳନ କଲେ ଶ୍ରମିକଙ୍କ ସମସ୍ୟାର ସମାଧାନ ହେବ ନାହିଁ । bbox=[900, 1536, 1155, 1714]
sudoku-cell bbox=[1223, 1680, 1255, 1712]
sudoku-cell bbox=[1320, 1744, 1352, 1777]
history-item: ▪ ଭୁବନେଶ୍ୱରରେ ସାମ୍ବାଦିକ ସମ୍ମିଳନୀ ଅନୁଷ୍ଠିତ ହୋଇଛି । bbox=[1172, 1391, 1429, 1404]
sudoku-solution-cell: 2 bbox=[1382, 1942, 1397, 1958]
sudoku-solution-row bbox=[1320, 1973, 1458, 1988]
ei-bharatare-header bbox=[1165, 215, 1492, 263]
sudoku-cell bbox=[1320, 1550, 1352, 1583]
column-title: ସାଉଁଟା କାହାଣୀ bbox=[496, 1061, 658, 1097]
sudoku-cell: 2 bbox=[1352, 1744, 1385, 1777]
sudoku-row bbox=[1190, 1647, 1481, 1680]
sudoku-solution-cell: 6 bbox=[1428, 1942, 1443, 1958]
sudoku-cell bbox=[1352, 1777, 1385, 1809]
scrollbar-thumb[interactable] bbox=[1140, 2322, 1190, 2332]
sudoku-solution-cell: 6 bbox=[1443, 1865, 1459, 1881]
sudoku-cell: 5 bbox=[1320, 1712, 1352, 1745]
sudoku-cell bbox=[1287, 1809, 1320, 1842]
sudoku-solution-cell: 8 bbox=[1443, 1911, 1459, 1927]
sudoku-cell bbox=[1384, 1647, 1417, 1680]
sudoku-cell bbox=[1320, 1680, 1352, 1712]
history-tag: ପ୍ରତିଶ ବର୍ଷ ତଳର ଧରିତ୍ରୀ... bbox=[1177, 1340, 1332, 1355]
story2-address: ୬୦, ସତ୍ୟନଗର, ଭୁବନେଶ୍ୱର, ଫୋନ: ୦୬୭୪-୨୫୭୨୫୬୮ bbox=[920, 1425, 1174, 1438]
sudoku-cell bbox=[1449, 1809, 1482, 1842]
sudoku-solution-cell: 5 bbox=[1412, 1881, 1428, 1896]
history-date-day: ୯ ମେ bbox=[1430, 1339, 1459, 1355]
scrollbar-thumb[interactable] bbox=[470, 2322, 520, 2332]
sudoku-cell bbox=[1287, 1712, 1320, 1745]
sudoku-solution-grid bbox=[1319, 1864, 1459, 2004]
sudoku-row bbox=[1190, 1550, 1481, 1583]
quote-text: ଯେଉଁଠି ଧନ ପ୍ରତି, ପ୍ରତିପତ୍ତି ପ୍ରତି ଓ ମଣିଷ ପ୍ରତି ଲୋଭ ଥାଏ, ସେଠାରେ ଉନ୍ନତି ହୋଇପାରେ ନାହିଁ । ଏହି ଅନୁଭବ ହିଁ ମଣିଷକୁ ମୁକ୍ତି ଦିଏ । bbox=[369, 11, 932, 40]
sudoku-solution-cell: 1 bbox=[1351, 1973, 1367, 1988]
sudoku-credit: © Puzzles by Pappocom bbox=[1179, 1525, 1276, 1534]
india-map-icon bbox=[1442, 221, 1482, 263]
sudoku-cell bbox=[1417, 1712, 1449, 1745]
divider bbox=[5, 1450, 1160, 1452]
sudoku-solution-cell: 2 bbox=[1397, 1957, 1413, 1973]
story3-col4: ଦ୍ରୁତ ଅର୍ଥନୈତିକ ପ୍ରଗତି ସତ୍ତ୍ୱେ ଭାରତର ଶ୍ରମିକଶ୍ରେଣୀ ଆଜି ମଧ୍ୟ ଅବହେଳିତ । ଅର୍ଥନୀତିର ବିକାଶ ସହ ଶ୍ରମିକଙ୍କ ଜୀବନଧାରଣର ମାନ ଉନ୍ନତ ହେବା ଆବଶ୍ୟକ । ସଂଗଠିତ କ୍ଷେତ୍ରରେ ମଧ୍ୟ ସ୍ଥାୟୀ ଚାକିରି ବଦଳରେ ଠିକା ନିଯୁକ୍ତି ବଢ଼ୁଛି । ଯୁବପିଢ଼ି ପାଇଁ ଉପଯୁକ୍ତ ରୋଜଗାର ସୁଯୋଗ ସୃଷ୍ଟି କରିବା ଏକ ବଡ଼ ଆହ୍ୱାନ । ଦକ୍ଷତା ବିକାଶ କାର୍ଯ୍ୟକ୍ରମ ଗୁଡ଼ିକ ଆଶାନୁରୂପ ଫଳ ଦେଇପାରୁନାହିଁ । ଶ୍ରମିକଙ୍କ ସମ୍ମାନ ଓ ଅଧିକାର ସୁନିଶ୍ଚିତ ନ ହେଲେ ଦେଶର ପ୍ରକୃତ ବିକାଶ ସମ୍ଭବ ନୁହେଁ । ମେ ଦିବସର ଆହ୍ୱାନ ହେଉଛି ଶ୍ରମର ମର୍ଯ୍ୟାଦା ପ୍ରତିଷ୍ଠା କରିବା । bbox=[784, 2059, 1155, 2162]
sudoku-solution-row bbox=[1320, 1865, 1458, 1881]
chirantani-poet: –କାଳିନ୍ଦୀ ଚରଣ ପାଣିଗ୍ରାହୀ bbox=[1261, 154, 1414, 172]
sudoku-solution-cell: 4 bbox=[1336, 1911, 1351, 1927]
sudoku-solution-cell: 6 bbox=[1320, 1973, 1336, 1988]
sudoku-solution-cell: 3 bbox=[1412, 1942, 1428, 1958]
sudoku-solution-row bbox=[1320, 1927, 1458, 1942]
sudoku-solution-cell: 3 bbox=[1351, 1957, 1367, 1973]
sudoku-cell: 7 bbox=[1190, 1809, 1223, 1842]
sudoku-cell bbox=[1417, 1583, 1449, 1615]
sudoku-solution-cell: 1 bbox=[1382, 1896, 1397, 1912]
sudoku-cell: 6 bbox=[1190, 1712, 1223, 1745]
temple-image bbox=[131, 8, 193, 86]
sudoku-solution-cell: 1 bbox=[1428, 1957, 1443, 1973]
story3-col2b: ଶ୍ରମ ଯୋଗଦାନ ହାର ଏକ ଗୁରୁତ୍ୱପୂର୍ଣ୍ଣ ସୂଚକାଙ୍କ । ସରକାରୀ ତଥ୍ୟ ଅନୁସାରେ ଦେଶରେ ମହିଳା ଶ୍ରମଶକ୍ତିର ଅଂଶଗ୍ରହଣ କ୍ରମଶଃ ହ୍ରାସ ପାଉଛି । ୨୦୦୪-୦୫ରେ ଏହା ପ୍ରାୟ ୩୦ ପ୍ରତିଶତ ଥିବାବେଳେ ୨୦୧୧-୧୨ରେ ୨୦ ପ୍ରତିଶତକୁ ଖସି ଆସିଛି । ଗ୍ରାମାଞ୍ଚଳରେ କୃଷି କ୍ଷେତ୍ରରୁ ଶ୍ରମିକମାନେ ଅନ୍ୟ କ୍ଷେତ୍ରକୁ ସ୍ଥାନାନ୍ତରିତ ହେଉଛନ୍ତି । ନିର୍ମାଣ କ୍ଷେତ୍ରରେ ନିଯୁକ୍ତି ବଢ଼ିଛି, କିନ୍ତୁ ସେଠାରେ କାମର ଅବସ୍ଥା ଅତ୍ୟନ୍ତ ଦୟନୀୟ । ପ୍ରବାସୀ ଶ୍ରମିକମାନେ ଅନ୍ୟ ରାଜ୍ୟରେ ଶୋଷଣର ଶିକାର ହେଉଛନ୍ତି । ଭାରତରେ ୫୦୦୦ କୋଟି ଟଙ୍କାରୁ ଅଧିକ ଶ୍ରମିକ କଲ୍ୟାଣ ପାଣ୍ଠି ବ୍ୟବହୃତ ହୋଇନାହିଁ ବୋଲି ଜଣାପଡ଼ିଛି । ନିର୍ମାଣ ଶ୍ରମିକ କଲ୍ୟାଣ ବୋର୍ଡରେ ଜମା ହୋଇଥିବା ଅର୍ଥ ଶ୍ରମିକଙ୍କ କଲ୍ୟାଣରେ ଖର୍ଚ୍ଚ ହେଉନାହିଁ । bbox=[408, 2059, 778, 2192]
sudoku-cell bbox=[1384, 1550, 1417, 1583]
sudoku-cell bbox=[1320, 1777, 1352, 1809]
quote-box bbox=[360, 3, 1130, 73]
story1-col1: ଢେଙ୍କାନାଳ ଜିଲାରେ ମଧ୍ୟାହ୍ନଭୋଜନ ଚାଉଳ ଘୋଟାଳା ଘଟଣାରେ ଦୁଇଟି ବଡ଼ ଦୁର୍ନୀତିର ତର୍ଜମା ହେବା ପରେ ବି ଆଜି ପର୍ଯ୍ୟନ୍ତ କୌଣସି କାର୍ଯ୍ୟାନୁଷ୍ଠାନ ଗ୍ରହଣ କରାଯାଇନାହିଁ । ଜିଲାର ଦାୟିତ୍ୱରେ ଥିବା ଅଧିକାରୀମାନେ ଏଥିପାଇଁ ଦାୟୀ ଲୋକଙ୍କୁ ରକ୍ଷା କରୁଛନ୍ତି ବୋଲି ଅଭିଯୋଗ ହେଉଛି । ମଧ୍ୟାହ୍ନଭୋଜନ ଚାଉଳ ଓ ପୁଷ୍ଟିଆହାର ଯୋଗାଣରେ ଅନିୟମିତତା ଘଟିଛି । ଗତ କିଛି ବର୍ଷ ଧରି ଏହି ଅଭିଯୋଗ ଆସୁଥିଲେ ମଧ୍ୟ ପ୍ରଶାସନ ନୀରବ ରହିଛି । ଜିଲାପାଳ ଓ ଶିକ୍ଷା ଅଧିକାରୀଙ୍କ ନିକଟରେ ଅନେକ ଥର ଲିଖିତ ଅଭିଯୋଗ କରାଯାଇଥିଲେ ମଧ୍ୟ ତଦନ୍ତ ଆଗକୁ ବଢ଼ିନାହିଁ । ବିଭାଗୀୟ ତଦନ୍ତ ରିପୋର୍ଟରେ ଦୋଷୀ ଚିହ୍ନଟ ହୋଇଥିଲେ ମଧ୍ୟ ସେମାନଙ୍କ ବିରୋଧରେ କୌଣସି ପଦକ୍ଷେପ ନିଆଯାଇନାହିଁ । ଏହା ଫଳରେ ସଚ୍ଚୋଟ କର୍ମଚାରୀମାନେ ହତାଶ ହୋଇ ଇସ୍ତଫା ଦେଉଛନ୍ତି । ଜିଲାର ଜଣେ ବରିଷ୍ଠ ଅଧିକାରୀ ଏହି ଅବସ୍ଥାରେ ଅସହାୟ ହୋଇ ପଦରୁ ଇସ୍ତଫା ଦେଇଛନ୍ତି ବୋଲି ଜଣାପଡ଼ିଛି । ସେ କହିଛନ୍ତି ଯେ ଦୁର୍ନୀତି ବିରୋଧରେ ପଦକ୍ଷେପ ନେବାକୁ ଗଲେ ତାଙ୍କୁ ରାଜନୈତିକ ଚାପର ସମ୍ମୁଖୀନ ହେବାକୁ ପଡ଼ୁଥିଲା । ଜିଲାରେ ଏମିତି ଘଟଣା ନୂଆ ନୁହେଁ । ପୂର୍ବରୁ ମଧ୍ୟ ଅନେକ ଅଧିକାରୀ ସମାନ କାରଣରୁ ବଦଳି ନେଇ ଚାଲିଯାଇଛନ୍ତି । ସାଧାରଣ ଲୋକଙ୍କ ମନରେ ଏହି ଘଟଣା ଅସନ୍ତୋଷ ସୃଷ୍ଟି କରିଛି । bbox=[5, 151, 355, 374]
story3-author: ଭାଲଚନ୍ଦ୍ର ଷଡ଼ଙ୍ଗୀ bbox=[10, 1470, 196, 1498]
sudoku-solution-cell: 2 bbox=[1443, 1988, 1459, 2004]
sudoku-solution-cell: 5 bbox=[1351, 1927, 1367, 1942]
reader-banner bbox=[1168, 720, 1490, 754]
sudoku-solution-cell: 7 bbox=[1443, 1881, 1459, 1896]
sudoku-solution-cell: 4 bbox=[1366, 1927, 1382, 1942]
chirantani-title: ଚିରନ୍ତନୀ bbox=[1166, 10, 1491, 53]
sudoku-solution-cell: 4 bbox=[1412, 1957, 1428, 1973]
sudoku-solution-cell: 9 bbox=[1428, 1911, 1443, 1927]
sudoku-logo: su|do|ku bbox=[1179, 1495, 1295, 1523]
sudoku-solution-cell: 6 bbox=[1443, 1896, 1459, 1912]
letter2-text: ମହାତ୍ମା ଗାନ୍ଧୀଙ୍କ ଅହିଂସା ନୀତି ଆଜି ମଧ୍ୟ ପ୍ରାସଙ୍ଗିକ । ସମାଜରେ ହିଂସା ବଢ଼ିବା ଚିନ୍ତାର ବିଷୟ । ଯୁବପିଢ଼ିକୁ ଅହିଂସାର ମହତ୍ତ୍ୱ ବୁଝାଇବା ଆବଶ୍ୟକ । bbox=[1168, 1086, 1490, 1114]
sudoku-solution-row bbox=[1320, 1911, 1458, 1927]
sudoku-cell bbox=[1384, 1712, 1417, 1745]
sudoku-cell bbox=[1255, 1615, 1288, 1648]
sudoku-solution-cell: 2 bbox=[1320, 1911, 1336, 1927]
sudoku-solution-cell: 7 bbox=[1397, 1973, 1413, 1988]
sudoku-cell bbox=[1223, 1615, 1255, 1648]
sudoku-solution-cell: 1 bbox=[1336, 1927, 1351, 1942]
story3-col2: ଶ୍ରମ ଯୋଗଦାନ ହାର ଏକ ଗୁରୁତ୍ୱପୂର୍ଣ୍ଣ ସୂଚକାଙ୍କ । ସରକାରୀ ତଥ୍ୟ ଅନୁସାରେ ଦେଶରେ ମହିଳା ଶ୍ରମଶକ୍ତିର ଅଂଶଗ୍ରହଣ କ୍ରମଶଃ ହ୍ରାସ ପାଉଛି । ୨୦୦୪-୦୫ରେ ଏହା ପ୍ରାୟ ୩୦ ପ୍ରତିଶତ ଥିବାବେଳେ ୨୦୧୧-୧୨ରେ ୨୦ ପ୍ରତିଶତକୁ ଖସି ଆସିଛି । ଗ୍ରାମାଞ୍ଚଳରେ କୃଷି କ୍ଷେତ୍ରରୁ ଶ୍ରମିକମାନେ ଅନ୍ୟ କ୍ଷେତ୍ରକୁ ସ୍ଥାନାନ୍ତରିତ ହେଉଛନ୍ତି । ନିର୍ମାଣ କ୍ଷେତ୍ରରେ ନିଯୁକ୍ତି ବଢ଼ିଛି, କିନ୍ତୁ ସେଠାରେ କାମର ଅବସ୍ଥା ଅତ୍ୟନ୍ତ ଦୟନୀୟ । ପ୍ରବାସୀ ଶ୍ରମିକମାନେ ଅନ୍ୟ ରାଜ୍ୟରେ ଶୋଷଣର ଶିକାର ହେଉଛନ୍ତି । ଭାରତରେ ୫୦୦୦ କୋଟି ଟଙ୍କାରୁ ଅଧିକ ଶ୍ରମିକ କଲ୍ୟାଣ ପାଣ୍ଠି ବ୍ୟବହୃତ ହୋଇନାହିଁ ବୋଲି ଜଣାପଡ଼ିଛି । ନିର୍ମାଣ ଶ୍ରମିକ କଲ୍ୟାଣ ବୋର୍ଡରେ ଜମା ହୋଇଥିବା ଅର୍ଥ ଶ୍ରମିକଙ୍କ କଲ୍ୟାଣରେ ଖର୍ଚ୍ଚ ହେଉନାହିଁ । bbox=[408, 1536, 778, 1669]
